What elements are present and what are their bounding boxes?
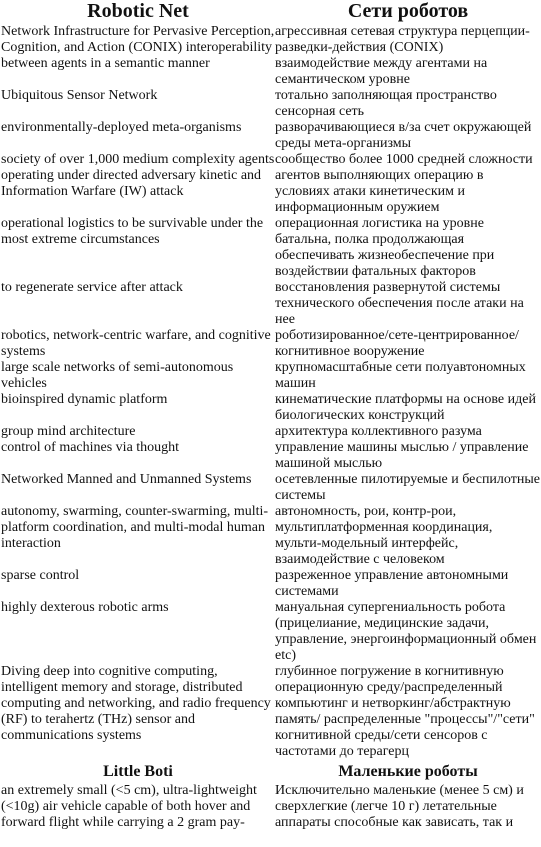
english-term: robotics, network-centric warfare, and cognitive systems bbox=[1, 328, 271, 359]
table-row bbox=[0, 24, 541, 88]
russian-term: тотально заполняющая пространство сенсорная сеть bbox=[275, 88, 497, 119]
english-term: to regenerate service after attack bbox=[1, 280, 183, 295]
table-row bbox=[0, 472, 541, 504]
russian-term: глубинное погружение в когнитивную операционную среду/распределенный компьютинг и нетворкинг/абстрактную память/ распределенные "процессы"/"сети" когнитивной среды/сети сенсоров с частотами до терагерц bbox=[275, 664, 535, 759]
table-row bbox=[0, 504, 541, 568]
english-term: Network Infrastructure for Pervasive Perception, Cognition, and Action (CONIX) interoperability between agents in a semantic manner bbox=[1, 24, 275, 71]
russian-term: операционная логистика на уровне батальна, полка продолжающая обеспечивать жизнеобеспечение при воздействии фатальных факторов bbox=[275, 216, 495, 279]
russian-term: архитектура коллективного разума bbox=[275, 424, 482, 439]
english-term: autonomy, swarming, counter-swarming, multi-platform coordination, and multi-modal human interaction bbox=[1, 504, 269, 551]
table-row bbox=[0, 280, 541, 328]
table-row bbox=[0, 392, 541, 424]
english-term: society of over 1,000 medium complexity agents operating under directed adversary kinetic and Information Warfare (IW) attack bbox=[1, 152, 275, 199]
english-term: Diving deep into cognitive computing, intelligent memory and storage, distributed computing and networking, and radio frequency (RF) to terahertz (THz) sensor and communications systems bbox=[1, 664, 271, 743]
table-row bbox=[0, 440, 541, 472]
russian-term: управление машины мыслью / управление машиной мыслью bbox=[275, 440, 529, 471]
russian-term: осетевленные пилотируемые и беспилотные системы bbox=[275, 472, 540, 503]
english-term: Ubiquitous Sensor Network bbox=[1, 88, 158, 103]
table-row bbox=[0, 424, 541, 440]
table-header-row bbox=[0, 0, 541, 24]
english-column-title: Robotic Net bbox=[87, 0, 189, 22]
section-title-russian: Маленькие роботы bbox=[338, 762, 478, 780]
russian-column-title: Сети роботов bbox=[347, 0, 469, 22]
russian-term: автономность, рои, контр-рои, мультиплатформенная координация, мульти-модельный интерфейс, взаимодействие с человеком bbox=[275, 504, 493, 567]
table-row bbox=[0, 152, 541, 216]
english-term: control of machines via thought bbox=[1, 440, 180, 455]
table-row bbox=[0, 600, 541, 664]
english-term: environmentally-deployed meta-organisms bbox=[1, 120, 242, 135]
table-row bbox=[0, 568, 541, 600]
russian-term: крупномасштабные сети полуавтономных машин bbox=[275, 360, 526, 391]
english-term: operational logistics to be survivable under the most extreme circumstances bbox=[1, 216, 264, 247]
section-header-row bbox=[0, 760, 541, 783]
russian-term: роботизированное/сете-центрированное/когнитивное вооружение bbox=[275, 328, 519, 359]
russian-term: агрессивная сетевая структура перцепции-разведки-действия (CONIX) взаимодействие между агентами на семантическом уровне bbox=[275, 24, 530, 87]
english-term: highly dexterous robotic arms bbox=[1, 600, 169, 615]
english-term: an extremely small (<5 cm), ultra-lightweight (<10g) air vehicle capable of both hover and forward flight while carrying a 2 gram pay- bbox=[1, 783, 257, 830]
russian-term: разреженное управление автономными системами bbox=[275, 568, 509, 599]
russian-term: кинематические платформы на основе идей биологических конструкций bbox=[275, 392, 536, 423]
table-row bbox=[0, 360, 541, 392]
english-term: Networked Manned and Unmanned Systems bbox=[1, 472, 252, 487]
table-row bbox=[0, 120, 541, 152]
russian-term: Исключительно маленькие (менее 5 см) и сверхлегкие (легче 10 г) летательные аппараты способные как зависать, так и bbox=[275, 783, 524, 830]
table-row bbox=[0, 783, 541, 847]
english-term: bioinspired dynamic platform bbox=[1, 392, 168, 407]
english-term: group mind architecture bbox=[1, 424, 136, 439]
russian-term: сообщество более 1000 средней сложности агентов выполняющих операцию в условиях атаки кинетическим и информационным оружием bbox=[275, 152, 533, 215]
russian-term: разворачивающиеся в/за счет окружающей среды мета-организмы bbox=[275, 120, 532, 151]
russian-term: мануальная супергениальность робота (прицелиание, медицинские задачи, управление, энергоинформационный обмен etc) bbox=[275, 600, 537, 663]
table-row bbox=[0, 88, 541, 120]
table-row bbox=[0, 664, 541, 760]
english-term: sparse control bbox=[1, 568, 80, 583]
english-term: large scale networks of semi-autonomous vehicles bbox=[1, 360, 234, 391]
table-row bbox=[0, 328, 541, 360]
russian-term: восстановления развернутой системы технического обеспечения после атаки на нее bbox=[275, 280, 524, 327]
section-title-english: Little Boti bbox=[103, 762, 173, 780]
table-row bbox=[0, 216, 541, 280]
